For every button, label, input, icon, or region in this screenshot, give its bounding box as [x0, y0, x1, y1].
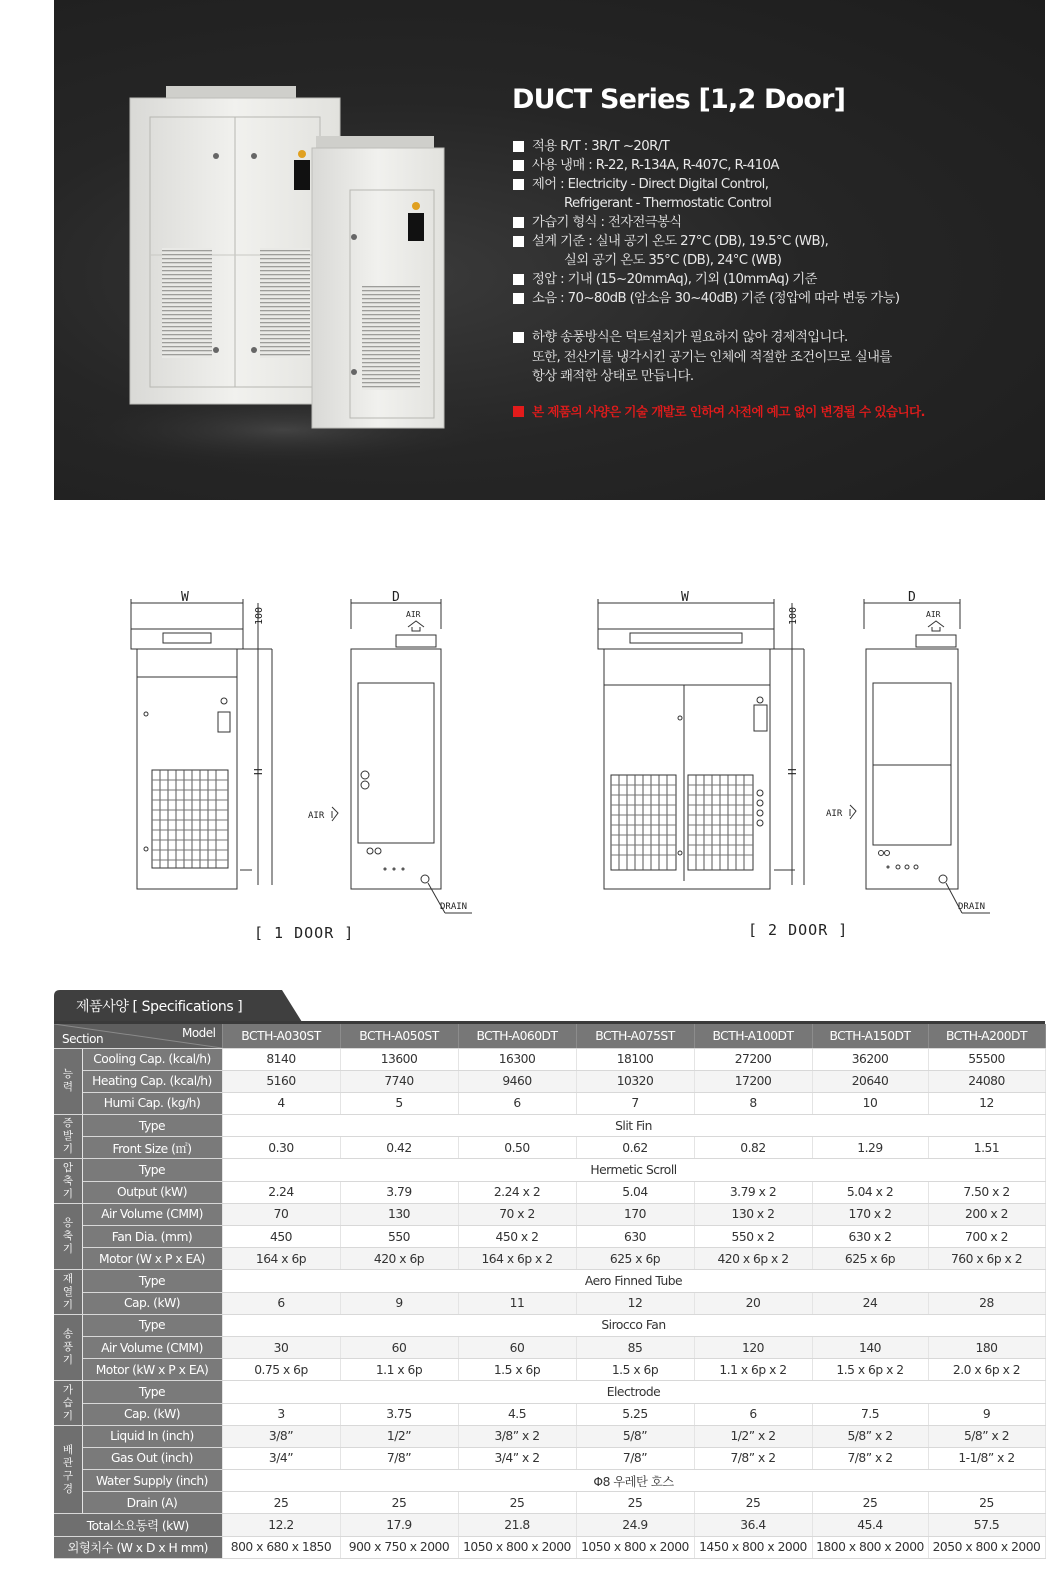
square-bullet-icon [513, 217, 524, 228]
table-cell: 3/8” [222, 1425, 340, 1447]
group-char: 압 [62, 1161, 73, 1174]
group-char: 기 [62, 1187, 73, 1200]
table-cell: 800 x 680 x 1850 [222, 1536, 340, 1558]
table-cell: 550 [340, 1226, 458, 1248]
table-cell: 5.04 [576, 1181, 694, 1203]
table-cell: 130 x 2 [694, 1203, 812, 1225]
square-bullet-icon [513, 332, 524, 343]
row-label: Fan Dia. (mm) [82, 1226, 222, 1248]
table-cell: 5/8” x 2 [928, 1425, 1045, 1447]
square-bullet-icon [513, 293, 524, 304]
table-cell: 6 [694, 1403, 812, 1425]
merged-cell: Sirocco Fan [222, 1314, 1045, 1336]
table-cell: 5.25 [576, 1403, 694, 1425]
svg-text:W: W [681, 590, 689, 605]
table-cell: 180 [928, 1336, 1045, 1358]
table-cell: 25 [812, 1492, 928, 1514]
spec-tab-label: 제품사양 [ Specifications ] [76, 999, 243, 1015]
table-row [54, 1270, 1045, 1292]
table-cell: 7/8” [340, 1447, 458, 1469]
square-bullet-icon [513, 406, 524, 417]
table-cell: 9 [340, 1292, 458, 1314]
description-text: 또한, 전산기를 냉각시킨 공기는 인체에 적절한 조건이므로 실내를 [532, 349, 892, 365]
row-label: Heating Cap. (kcal/h) [82, 1070, 222, 1092]
table-cell: 1050 x 800 x 2000 [576, 1536, 694, 1558]
table-row [54, 1447, 1045, 1469]
table-cell: 760 x 6p x 2 [928, 1248, 1045, 1270]
row-label: Motor (W x P x EA) [82, 1248, 222, 1270]
group-char: 기 [62, 1298, 73, 1311]
table-cell: 1800 x 800 x 2000 [812, 1536, 928, 1558]
table-row [54, 1248, 1045, 1270]
table-row [54, 1181, 1045, 1203]
group-char: 재 [62, 1272, 73, 1285]
table-cell: 630 [576, 1226, 694, 1248]
group-char: 기 [62, 1243, 73, 1256]
table-cell: 70 x 2 [458, 1203, 576, 1225]
table-cell: 420 x 6p x 2 [694, 1248, 812, 1270]
model-header: BCTH-A200DT [928, 1024, 1045, 1048]
spec-item [512, 156, 1032, 175]
table-cell: 18100 [576, 1048, 694, 1070]
row-label: Liquid In (inch) [82, 1425, 222, 1447]
svg-text:DRAIN: DRAIN [958, 902, 986, 912]
table-row [54, 1336, 1045, 1358]
table-cell: 3.79 x 2 [694, 1181, 812, 1203]
row-label: Water Supply (inch) [82, 1470, 222, 1492]
table-cell: 625 x 6p [576, 1248, 694, 1270]
model-header: BCTH-A100DT [694, 1024, 812, 1048]
table-row [54, 1137, 1045, 1159]
table-cell: 30 [222, 1336, 340, 1358]
table-cell: 1.5 x 6p x 2 [812, 1359, 928, 1381]
table-cell: 20640 [812, 1070, 928, 1092]
table-cell: 3.79 [340, 1181, 458, 1203]
row-label: Air Volume (CMM) [82, 1336, 222, 1358]
spec-item [512, 175, 1032, 213]
table-cell: 0.50 [458, 1137, 576, 1159]
row-label: Cooling Cap. (kcal/h) [82, 1048, 222, 1070]
label-2-door: [ 2 DOOR ] [748, 921, 849, 939]
spec-item-text: 사용 냉매 : R-22, R-134A, R-407C, R-410A [532, 158, 779, 173]
table-cell: 550 x 2 [694, 1226, 812, 1248]
group-char: 증 [62, 1117, 73, 1130]
group-char: 관 [62, 1456, 73, 1469]
table-cell: 2.24 x 2 [458, 1181, 576, 1203]
table-cell: 420 x 6p [340, 1248, 458, 1270]
table-cell: 20 [694, 1292, 812, 1314]
spec-item-text: 설계 기준 : 실내 공기 온도 27°C (DB), 19.5°C (WB), [532, 234, 829, 249]
table-cell: 3/8” x 2 [458, 1425, 576, 1447]
row-label: Front Size (㎡) [82, 1137, 222, 1159]
table-cell: 27200 [694, 1048, 812, 1070]
hero-title: DUCT Series [1,2 Door] [512, 84, 846, 115]
dimension-drawings [0, 575, 1047, 955]
table-cell: 3 [222, 1403, 340, 1425]
row-label: Type [82, 1115, 222, 1137]
svg-text:AIR: AIR [826, 809, 843, 819]
table-cell: 4.5 [458, 1403, 576, 1425]
table-cell: 1.1 x 6p x 2 [694, 1359, 812, 1381]
table-cell: 16300 [458, 1048, 576, 1070]
table-cell: 1/2” x 2 [694, 1425, 812, 1447]
table-cell: 21.8 [458, 1514, 576, 1536]
table-cell: 900 x 750 x 2000 [340, 1536, 458, 1558]
table-row [54, 1536, 1045, 1558]
table-cell: 7740 [340, 1070, 458, 1092]
label-1-door: [ 1 DOOR ] [254, 924, 355, 942]
table-row [54, 1159, 1045, 1181]
group-char: 축 [62, 1174, 73, 1187]
table-row [54, 1403, 1045, 1425]
table-cell: 1.1 x 6p [340, 1359, 458, 1381]
table-cell: 4 [222, 1092, 340, 1114]
spec-table [54, 1024, 1046, 1559]
drain-label: DRAIN [440, 902, 468, 912]
table-cell: 450 x 2 [458, 1226, 576, 1248]
square-bullet-icon [513, 236, 524, 247]
table-cell: 450 [222, 1226, 340, 1248]
table-cell: 170 [576, 1203, 694, 1225]
table-cell: 25 [694, 1492, 812, 1514]
group-char: 열 [62, 1285, 73, 1298]
table-cell: 1-1/8” x 2 [928, 1447, 1045, 1469]
table-cell: 164 x 6p x 2 [458, 1248, 576, 1270]
merged-cell: Hermetic Scroll [222, 1159, 1045, 1181]
spec-item-text: 가습기 형식 : 전자전극봉식 [532, 215, 682, 230]
table-cell: 0.42 [340, 1137, 458, 1159]
table-cell: 1.51 [928, 1137, 1045, 1159]
table-cell: 36.4 [694, 1514, 812, 1536]
table-cell: 45.4 [812, 1514, 928, 1536]
table-cell: 0.82 [694, 1137, 812, 1159]
table-cell: 25 [222, 1492, 340, 1514]
table-cell: 25 [928, 1492, 1045, 1514]
air-side-label: AIR [308, 811, 325, 821]
table-cell: 7.5 [812, 1403, 928, 1425]
group-char: 력 [62, 1081, 73, 1094]
hero-banner [54, 0, 1045, 500]
table-cell: 130 [340, 1203, 458, 1225]
svg-text:D: D [908, 590, 916, 605]
row-label: Drain (A) [82, 1492, 222, 1514]
spec-item-text: 적용 R/T : 3R/T ~20R/T [532, 139, 670, 154]
table-row [54, 1292, 1045, 1314]
table-cell: 200 x 2 [928, 1203, 1045, 1225]
spec-item-text: 제어 : Electricity - Direct Digital Control, [532, 177, 769, 192]
group-char: 능 [62, 1068, 73, 1081]
table-row [54, 1070, 1045, 1092]
group-char: 습 [62, 1396, 73, 1409]
group-label [54, 1159, 82, 1203]
table-cell: 140 [812, 1336, 928, 1358]
merged-cell: Electrode [222, 1381, 1045, 1403]
group-char: 발 [62, 1130, 73, 1143]
spec-item [512, 232, 1032, 270]
table-row [54, 1381, 1045, 1403]
technical-drawing [0, 575, 1047, 955]
model-header: BCTH-A050ST [340, 1024, 458, 1048]
table-cell: 3.75 [340, 1403, 458, 1425]
group-char: 기 [62, 1354, 73, 1367]
table-cell: 25 [576, 1492, 694, 1514]
spec-item [512, 137, 1032, 156]
hero-spec-list [512, 137, 1032, 308]
row-label: Output (kW) [82, 1181, 222, 1203]
table-cell: 55500 [928, 1048, 1045, 1070]
table-row [54, 1359, 1045, 1381]
table-cell: 0.30 [222, 1137, 340, 1159]
group-char: 풍 [62, 1341, 73, 1354]
square-bullet-icon [513, 179, 524, 190]
group-label [54, 1381, 82, 1425]
row-label: Cap. (kW) [82, 1292, 222, 1314]
table-cell: 1.5 x 6p [576, 1359, 694, 1381]
group-char: 축 [62, 1230, 73, 1243]
table-row [54, 1314, 1045, 1336]
table-cell: 70 [222, 1203, 340, 1225]
table-cell: 7/8” x 2 [812, 1447, 928, 1469]
merged-cell: Aero Finned Tube [222, 1270, 1045, 1292]
square-bullet-icon [513, 274, 524, 285]
square-bullet-icon [513, 160, 524, 171]
table-cell: 164 x 6p [222, 1248, 340, 1270]
table-corner-cell [54, 1024, 222, 1048]
row-label: Motor (kW x P x EA) [82, 1359, 222, 1381]
row-label: Type [82, 1159, 222, 1181]
table-cell: 0.62 [576, 1137, 694, 1159]
table-cell: 9 [928, 1403, 1045, 1425]
warning-text: 본 제품의 사양은 기술 개발로 인하여 사전에 예고 없이 변경될 수 있습니다. [532, 404, 925, 419]
table-header-row [54, 1024, 1045, 1048]
table-cell: 57.5 [928, 1514, 1045, 1536]
group-label [54, 1115, 82, 1159]
svg-text:H: H [786, 768, 799, 775]
table-cell: 7 [576, 1092, 694, 1114]
row-label: Air Volume (CMM) [82, 1203, 222, 1225]
table-cell: 6 [458, 1092, 576, 1114]
description-text: 하향 송풍방식은 덕트설치가 필요하지 않아 경제적입니다. [532, 330, 848, 345]
table-cell: 6 [222, 1292, 340, 1314]
table-cell: 24.9 [576, 1514, 694, 1536]
merged-cell: Slit Fin [222, 1115, 1045, 1137]
spec-item-text: Refrigerant - Thermostatic Control [564, 196, 772, 211]
dim-100-label: 100 [254, 606, 265, 625]
table-cell: 700 x 2 [928, 1226, 1045, 1248]
spec-item [512, 270, 1032, 289]
row-label: Total소요동력 (kW) [54, 1514, 222, 1536]
table-row [54, 1492, 1045, 1514]
table-cell: 5.04 x 2 [812, 1181, 928, 1203]
table-cell: 10320 [576, 1070, 694, 1092]
table-cell: 11 [458, 1292, 576, 1314]
table-row [54, 1226, 1045, 1248]
table-cell: 60 [458, 1336, 576, 1358]
spec-item [512, 213, 1032, 232]
table-cell: 7/8” x 2 [694, 1447, 812, 1469]
dim-h-label: H [252, 768, 265, 775]
table-cell: 12.2 [222, 1514, 340, 1536]
group-label [54, 1270, 82, 1314]
table-cell: 625 x 6p [812, 1248, 928, 1270]
table-row [54, 1425, 1045, 1447]
table-cell: 1/2” [340, 1425, 458, 1447]
hero-warning [512, 402, 1032, 421]
table-cell: 28 [928, 1292, 1045, 1314]
table-row [54, 1203, 1045, 1225]
spec-item-text: 소음 : 70~80dB (암소음 30~40dB) 기준 (정압에 따라 변동 가능) [532, 291, 900, 306]
table-cell: 5 [340, 1092, 458, 1114]
table-cell: 12 [576, 1292, 694, 1314]
table-row [54, 1092, 1045, 1114]
table-row [54, 1470, 1045, 1492]
product-photo [54, 0, 494, 500]
table-cell: 25 [458, 1492, 576, 1514]
merged-cell: Φ8 우레탄 호스 [222, 1470, 1045, 1492]
table-cell: 630 x 2 [812, 1226, 928, 1248]
table-cell: 8 [694, 1092, 812, 1114]
spec-item [512, 289, 1032, 308]
hero-description [512, 328, 1032, 387]
row-label: Gas Out (inch) [82, 1447, 222, 1469]
table-cell: 2050 x 800 x 2000 [928, 1536, 1045, 1558]
table-cell: 5/8” x 2 [812, 1425, 928, 1447]
svg-text:AIR: AIR [926, 610, 941, 619]
group-char: 경 [62, 1482, 73, 1495]
table-cell: 1450 x 800 x 2000 [694, 1536, 812, 1558]
table-row [54, 1048, 1045, 1070]
table-cell: 25 [340, 1492, 458, 1514]
group-label [54, 1425, 82, 1514]
table-row [54, 1514, 1045, 1536]
model-header: BCTH-A075ST [576, 1024, 694, 1048]
square-bullet-icon [513, 141, 524, 152]
air-top-label: AIR [406, 610, 421, 619]
row-label: 외형치수 (W x D x H mm) [54, 1536, 222, 1558]
model-header: BCTH-A060DT [458, 1024, 576, 1048]
spec-item-text: 정압 : 기내 (15~20mmAq), 기외 (10mmAq) 기준 [532, 272, 817, 287]
model-header: BCTH-A030ST [222, 1024, 340, 1048]
description-text: 항상 쾌적한 상태로 만듭니다. [532, 369, 694, 384]
row-label: Cap. (kW) [82, 1403, 222, 1425]
table-cell: 0.75 x 6p [222, 1359, 340, 1381]
table-cell: 17200 [694, 1070, 812, 1092]
group-char: 응 [62, 1217, 73, 1230]
table-cell: 3/4” [222, 1447, 340, 1469]
table-cell: 1.29 [812, 1137, 928, 1159]
group-label [54, 1048, 82, 1115]
group-char: 배 [62, 1443, 73, 1456]
group-label [54, 1314, 82, 1381]
corner-model-label: Model [181, 1026, 216, 1040]
row-label: Type [82, 1270, 222, 1292]
model-header: BCTH-A150DT [812, 1024, 928, 1048]
svg-text:100: 100 [788, 606, 799, 625]
table-cell: 5/8” [576, 1425, 694, 1447]
table-cell: 1050 x 800 x 2000 [458, 1536, 576, 1558]
table-cell: 36200 [812, 1048, 928, 1070]
table-cell: 60 [340, 1336, 458, 1358]
table-cell: 13600 [340, 1048, 458, 1070]
row-label: Type [82, 1314, 222, 1336]
spec-item-text: 실외 공기 온도 35°C (DB), 24°C (WB) [564, 253, 782, 268]
table-cell: 2.0 x 6p x 2 [928, 1359, 1045, 1381]
table-cell: 12 [928, 1092, 1045, 1114]
table-cell: 24080 [928, 1070, 1045, 1092]
table-cell: 9460 [458, 1070, 576, 1092]
table-cell: 24 [812, 1292, 928, 1314]
table-cell: 170 x 2 [812, 1203, 928, 1225]
corner-section-label: Section [62, 1031, 104, 1046]
group-char: 구 [62, 1469, 73, 1482]
table-cell: 17.9 [340, 1514, 458, 1536]
dim-d-label: D [392, 590, 400, 605]
table-cell: 5160 [222, 1070, 340, 1092]
group-char: 기 [62, 1409, 73, 1422]
dim-w-label: W [181, 590, 189, 605]
group-char: 송 [62, 1328, 73, 1341]
row-label: Type [82, 1381, 222, 1403]
table-cell: 85 [576, 1336, 694, 1358]
group-label [54, 1203, 82, 1270]
table-cell: 7/8” [576, 1447, 694, 1469]
group-char: 가 [62, 1383, 73, 1396]
table-cell: 2.24 [222, 1181, 340, 1203]
description-item [512, 328, 1032, 387]
table-cell: 3/4” x 2 [458, 1447, 576, 1469]
group-char: 기 [62, 1143, 73, 1156]
table-cell: 7.50 x 2 [928, 1181, 1045, 1203]
row-label: Humi Cap. (kg/h) [82, 1092, 222, 1114]
table-cell: 120 [694, 1336, 812, 1358]
table-cell: 10 [812, 1092, 928, 1114]
table-row [54, 1115, 1045, 1137]
table-cell: 8140 [222, 1048, 340, 1070]
table-cell: 1.5 x 6p [458, 1359, 576, 1381]
